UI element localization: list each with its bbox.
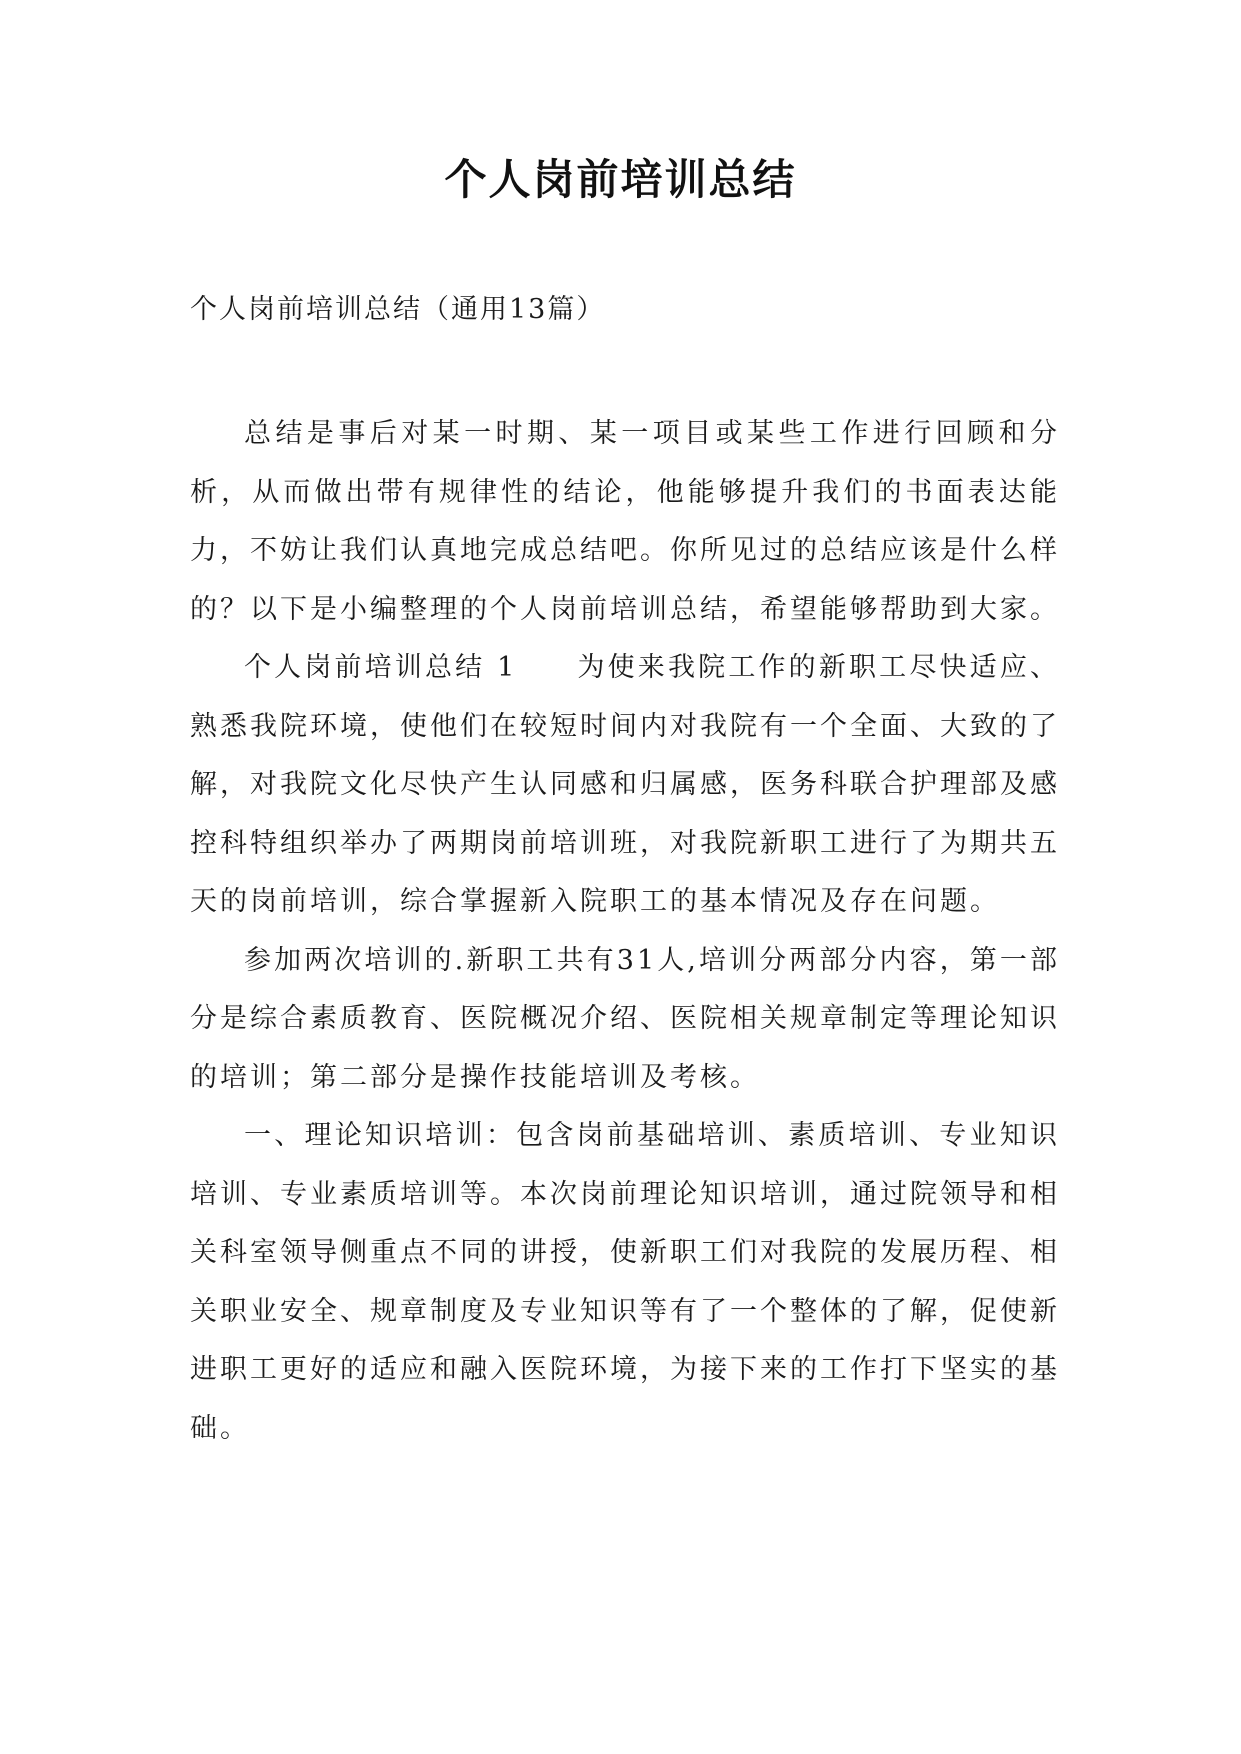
document-title: 个人岗前培训总结	[444, 155, 797, 204]
document-subtitle: 个人岗前培训总结（通用13篇）	[190, 294, 606, 325]
participants-paragraph: 参加两次培训的.新职工共有31人,培训分两部分内容，第一部分是综合素质教育、医院概况介绍、医院相关规章制定等理论知识的培训；第二部分是操作技能培训及考核。	[190, 944, 1060, 1093]
intro-paragraph: 总结是事后对某一时期、某一项目或某些工作进行回顾和分析，从而做出带有规律性的结论，他能够提升我们的书面表达能力，不妨让我们认真地完成总结吧。你所见过的总结应该是什么样的？以下是小编整理的个人岗前培训总结，希望能够帮助到大家。	[190, 418, 1060, 625]
section-1-body: 为使来我院工作的新职工尽快适应、熟悉我院环境，使他们在较短时间内对我院有一个全面、大致的了解，对我院文化尽快产生认同感和归属感，医务科联合护理部及感控科特组织举办了两期岗前培训班，对我院新职工进行了为期共五天的岗前培训，综合掌握新入院职工的基本情况及存在问题。	[190, 652, 1061, 917]
theory-training-paragraph: 一、理论知识培训：包含岗前基础培训、素质培训、专业知识培训、专业素质培训等。本次岗前理论知识培训，通过院领导和相关科室领导侧重点不同的讲授，使新职工们对我院的发展历程、相关职业安全、规章制度及专业知识等有了一个整体的了解，促使新进职工更好的适应和融入医院环境，为接下来的工作打下坚实的基础。	[190, 1120, 1060, 1444]
document-body	[190, 405, 1060, 1458]
section-1-paragraph	[190, 639, 1060, 932]
section-1-heading: 个人岗前培训总结 1	[244, 652, 518, 683]
